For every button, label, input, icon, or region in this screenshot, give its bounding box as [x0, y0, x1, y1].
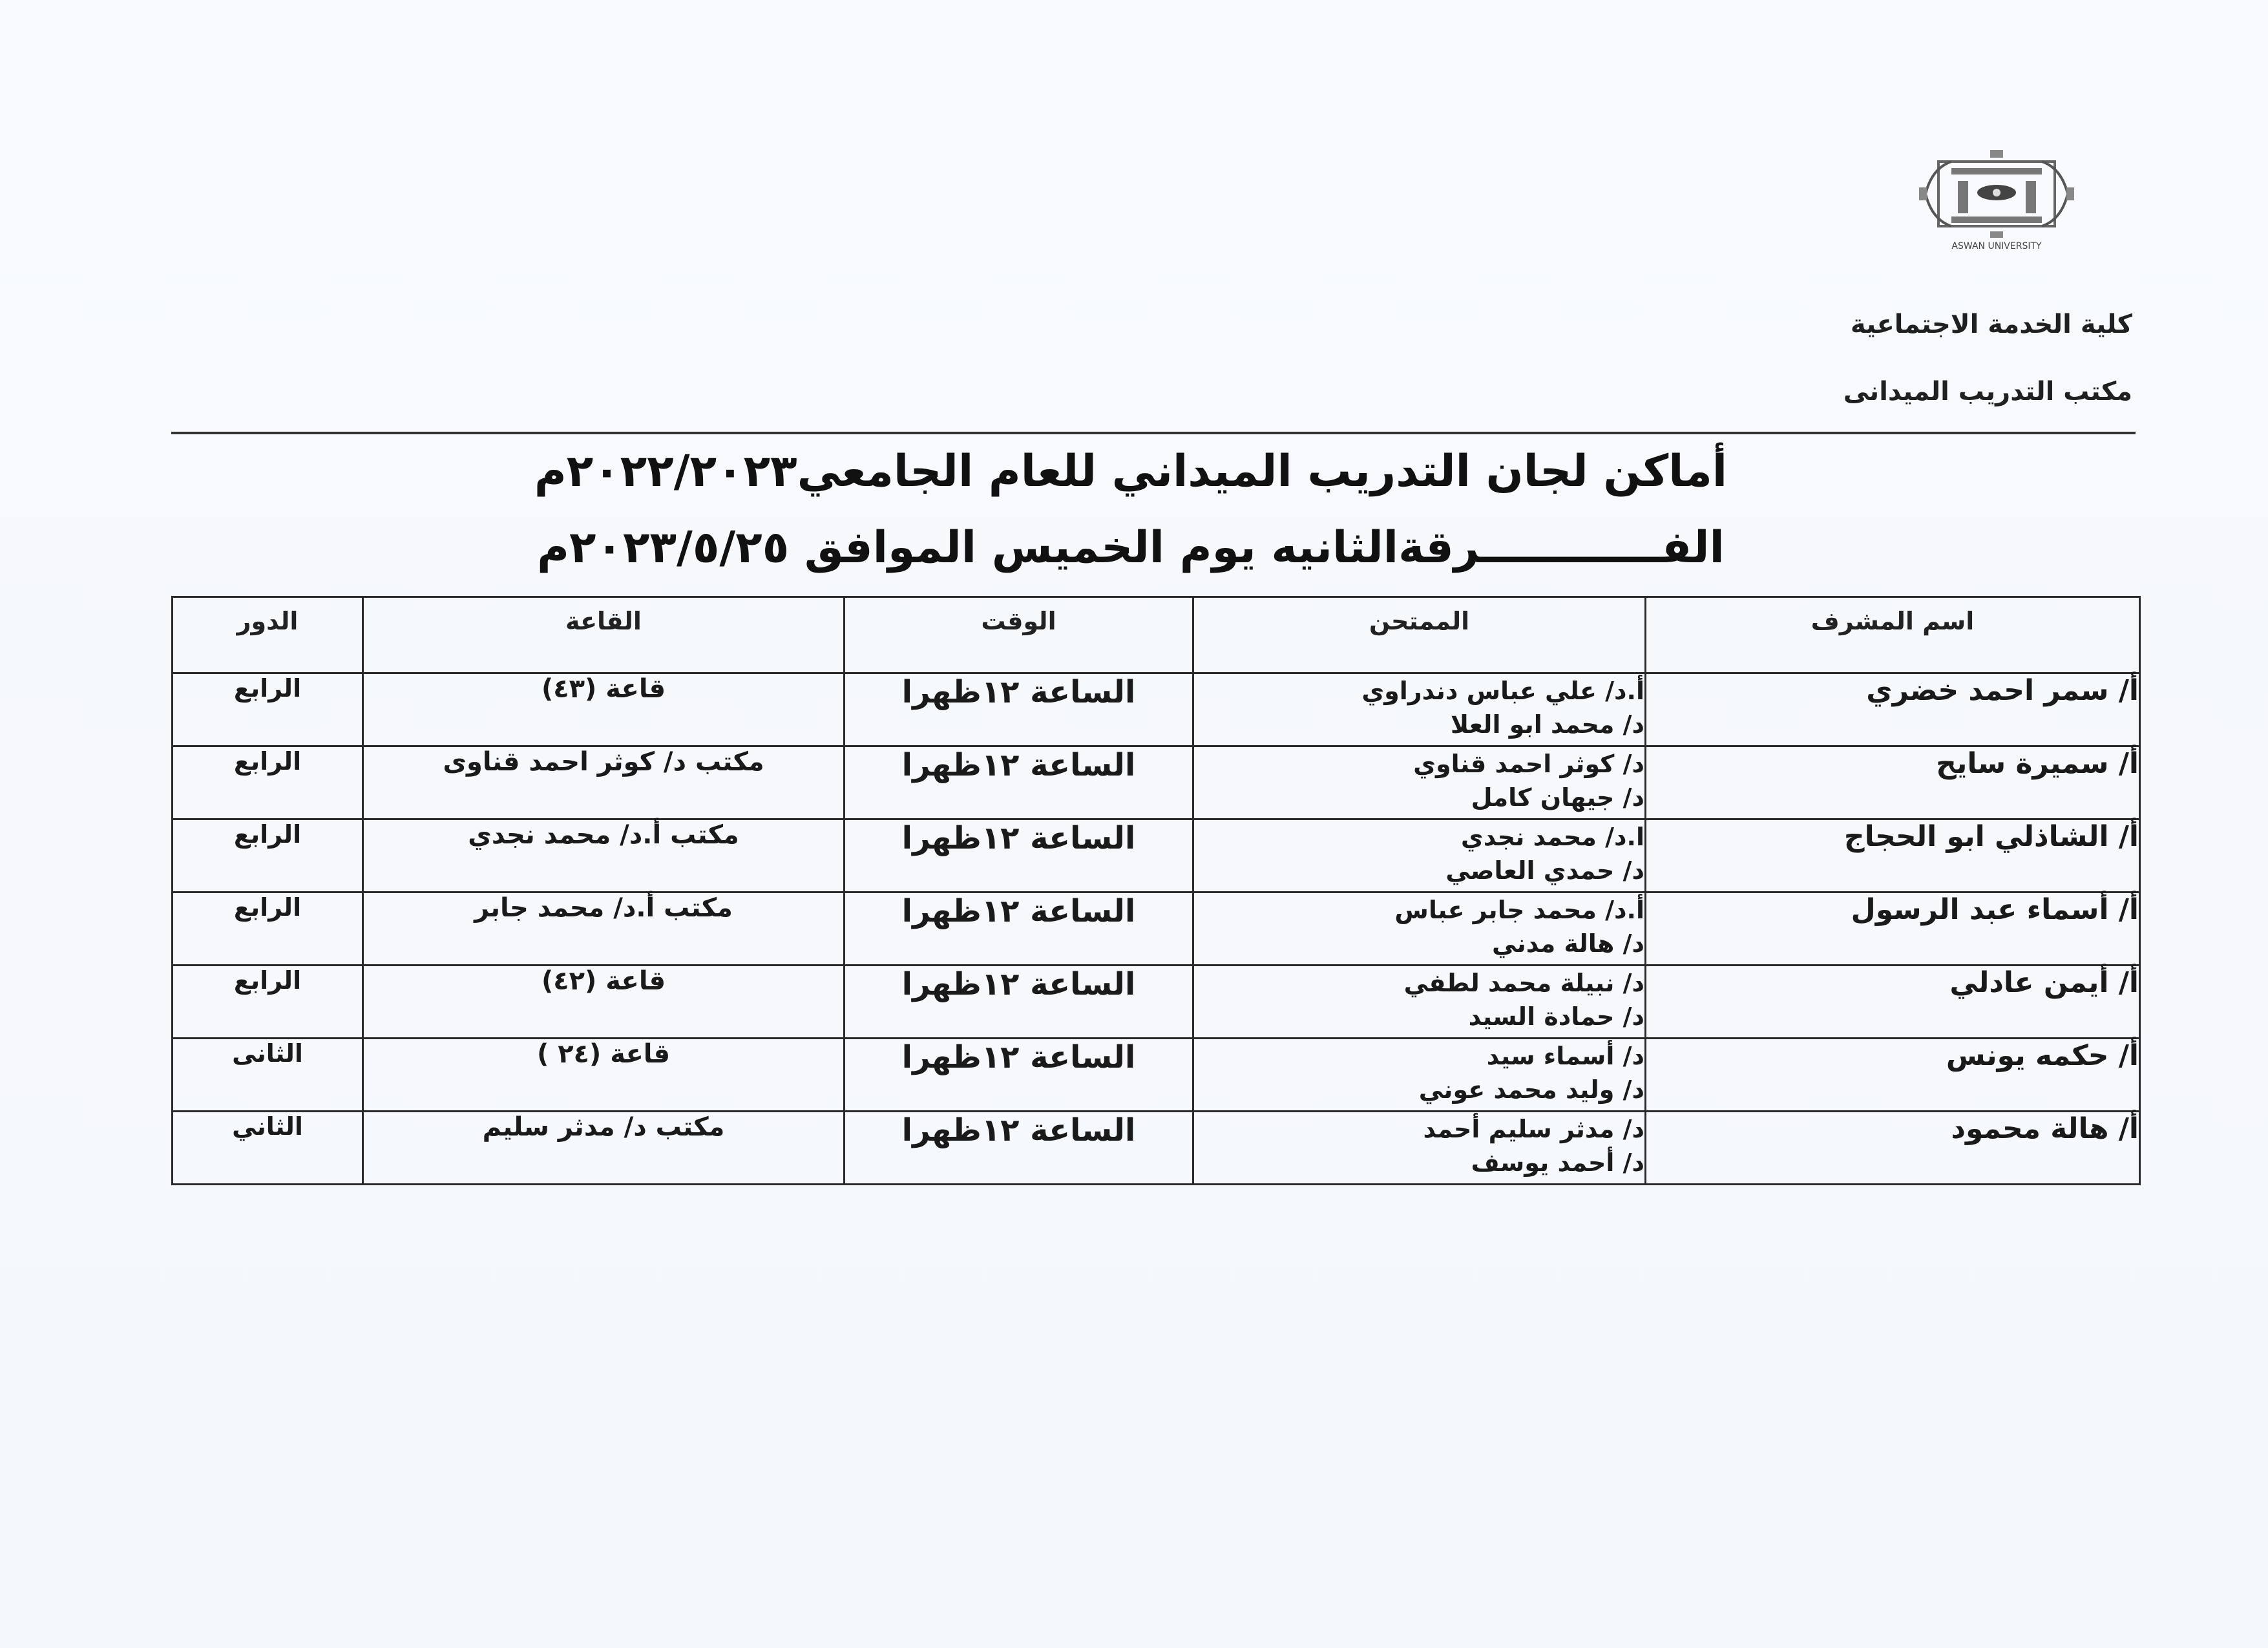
university-logo [1913, 149, 2081, 252]
table-row [173, 893, 2140, 966]
time-cell: الساعة ١٢ظهرا [845, 1039, 1193, 1112]
header-block [1843, 291, 2132, 425]
examiner-secondary: د/ حمدي العاصي [1445, 856, 1644, 885]
header-divider [171, 432, 2136, 434]
supervisor-cell: أ/ أسماء عبد الرسول [1646, 893, 2140, 966]
examiner-cell [1193, 1039, 1646, 1112]
supervisor-cell: أ/ أيمن عادلي [1646, 966, 2140, 1039]
examiner-primary: أ.د/ محمد جابر عباس [1394, 896, 1644, 924]
supervisor-cell: أ/ الشاذلي ابو الحجاج [1646, 819, 2140, 893]
table-row [173, 1039, 2140, 1112]
examiner-cell [1193, 819, 1646, 893]
faculty-name: كلية الخدمة الاجتماعية [1850, 310, 2132, 339]
examiner-secondary: د/ محمد ابو العلا [1450, 710, 1644, 739]
time-cell: الساعة ١٢ظهرا [845, 966, 1193, 1039]
supervisor-cell: أ/ سمر احمد خضري [1646, 673, 2140, 746]
column-header-time: الوقت [845, 597, 1193, 673]
floor-cell: الرابع [173, 673, 363, 746]
examiner-primary: د/ كوثر احمد قناوي [1413, 750, 1644, 778]
examiner-primary: أ.د/ علي عباس دندراوي [1361, 677, 1644, 705]
column-header-supervisor: اسم المشرف [1646, 597, 2140, 673]
examiner-secondary: د/ هالة مدني [1492, 929, 1644, 958]
examiner-secondary: د/ وليد محمد عوني [1418, 1075, 1644, 1104]
examiner-secondary: د/ أحمد يوسف [1471, 1148, 1644, 1177]
hall-cell: مكتب د/ مدثر سليم [363, 1112, 845, 1185]
time-cell: الساعة ١٢ظهرا [845, 746, 1193, 819]
hall-cell: قاعة (٤٣) [363, 673, 845, 746]
table-header-row [173, 597, 2140, 673]
time-cell: الساعة ١٢ظهرا [845, 673, 1193, 746]
examiner-primary: د/ أسماء سيد [1486, 1042, 1644, 1070]
examiner-primary: د/ مدثر سليم أحمد [1423, 1115, 1644, 1143]
examiner-cell [1193, 746, 1646, 819]
hall-cell: مكتب د/ كوثر احمد قناوى [363, 746, 845, 819]
hall-cell: قاعة (٤٢) [363, 966, 845, 1039]
examiner-cell [1193, 1112, 1646, 1185]
supervisor-cell: أ/ هالة محمود [1646, 1112, 2140, 1185]
examiner-secondary: د/ حمادة السيد [1468, 1002, 1644, 1031]
floor-cell: الرابع [173, 746, 363, 819]
examiner-primary: ا.د/ محمد نجدي [1460, 823, 1644, 851]
exam-schedule-table [171, 596, 2141, 1185]
supervisor-cell: أ/ سميرة سايح [1646, 746, 2140, 819]
table-row [173, 746, 2140, 819]
supervisor-cell: أ/ حكمه يونس [1646, 1039, 2140, 1112]
logo-caption: ASWAN UNIVERSITY [1951, 241, 2042, 251]
hall-cell: مكتب أ.د/ محمد جابر [363, 893, 845, 966]
floor-cell: الرابع [173, 966, 363, 1039]
floor-cell: الثانى [173, 1039, 363, 1112]
hall-cell: مكتب أ.د/ محمد نجدي [363, 819, 845, 893]
hall-cell: قاعة (٢٤ ) [363, 1039, 845, 1112]
table-row [173, 819, 2140, 893]
document-title: أماكن لجان التدريب الميداني للعام الجامعي٢٠٢٢/٢٠٢٣م [534, 446, 1728, 497]
time-cell: الساعة ١٢ظهرا [845, 819, 1193, 893]
document-subtitle: الفــــــــــــرقةالثانيه يوم الخميس الموافق ٢٠٢٣/٥/٢٥م [537, 522, 1725, 573]
floor-cell: الرابع [173, 819, 363, 893]
examiner-cell [1193, 673, 1646, 746]
examiner-cell [1193, 966, 1646, 1039]
column-header-hall: القاعة [363, 597, 845, 673]
examiner-secondary: د/ جيهان كامل [1471, 783, 1644, 812]
examiner-primary: د/ نبيلة محمد لطفي [1403, 969, 1644, 997]
column-header-floor: الدور [173, 597, 363, 673]
time-cell: الساعة ١٢ظهرا [845, 1112, 1193, 1185]
examiner-cell [1193, 893, 1646, 966]
table-row [173, 673, 2140, 746]
floor-cell: الرابع [173, 893, 363, 966]
table-row [173, 1112, 2140, 1185]
office-name: مكتب التدريب الميدانى [1843, 377, 2132, 407]
column-header-examiner: الممتحن [1193, 597, 1646, 673]
table-row [173, 966, 2140, 1039]
floor-cell: الثاني [173, 1112, 363, 1185]
time-cell: الساعة ١٢ظهرا [845, 893, 1193, 966]
